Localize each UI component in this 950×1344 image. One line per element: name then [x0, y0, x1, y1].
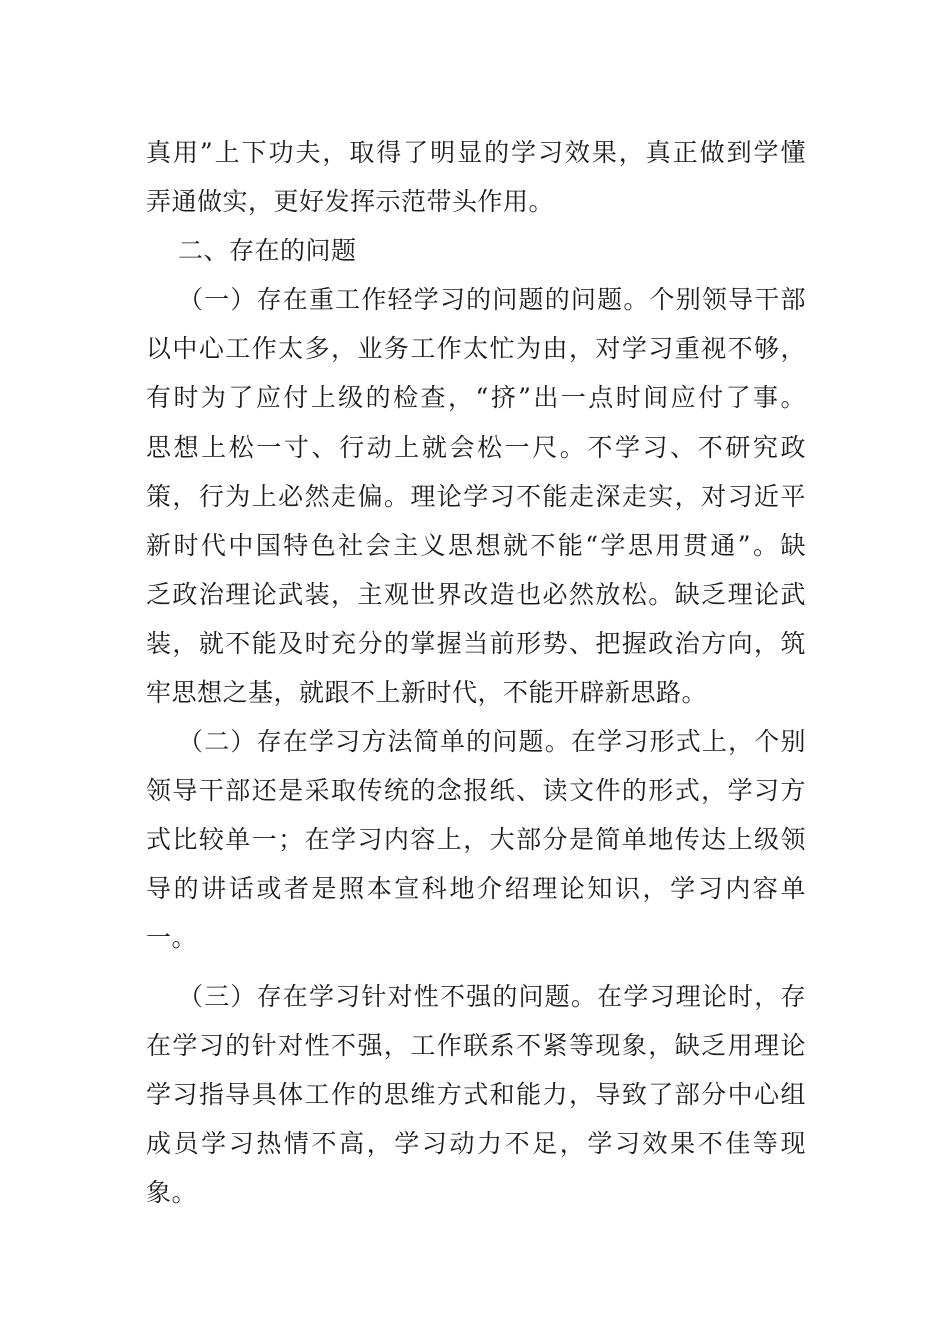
paragraph-line: 导的讲话或者是照本宣科地介绍理论知识，学习内容单	[146, 874, 806, 903]
paragraph-line: 在学习的针对性不强，工作联系不紧等现象，缺乏用理论	[146, 1031, 806, 1060]
paragraph-line: 新时代中国特色社会主义思想就不能“学思用贯通”。缺	[146, 531, 806, 560]
paragraph-line: （三）存在学习针对性不强的问题。在学习理论时，存	[178, 982, 806, 1011]
paragraph-line: （二）存在学习方法简单的问题。在学习形式上，个别	[178, 727, 806, 756]
paragraph-line: 学习指导具体工作的思维方式和能力，导致了部分中心组	[146, 1080, 806, 1109]
paragraph-line: （一）存在重工作轻学习的问题的问题。个别领导干部	[178, 285, 806, 314]
paragraph-line: 装，就不能及时充分的掌握当前形势、把握政治方向，筑	[146, 629, 806, 658]
paragraph-line: 有时为了应付上级的检查，“挤”出一点时间应付了事。	[146, 383, 806, 412]
paragraph-line: 象。	[146, 1178, 198, 1207]
paragraph-line: 领导干部还是采取传统的念报纸、读文件的形式，学习方	[146, 776, 806, 805]
paragraph-line: 乏政治理论武装，主观世界改造也必然放松。缺乏理论武	[146, 580, 806, 609]
paragraph-line: 真用”上下功夫，取得了明显的学习效果，真正做到学懂	[146, 138, 806, 167]
paragraph-line: 以中心工作太多，业务工作太忙为由，对学习重视不够，	[146, 334, 806, 363]
paragraph-line: 式比较单一；在学习内容上，大部分是简单地传达上级领	[146, 825, 806, 854]
paragraph-line: 牢思想之基，就跟不上新时代，不能开辟新思路。	[146, 678, 708, 707]
section-heading: 二、存在的问题	[178, 236, 357, 265]
paragraph-line: 弄通做实，更好发挥示范带头作用。	[146, 187, 555, 216]
paragraph-line: 思想上松一寸、行动上就会松一尺。不学习、不研究政	[146, 433, 806, 462]
paragraph-line: 成员学习热情不高，学习动力不足，学习效果不佳等现	[146, 1129, 806, 1158]
paragraph-line: 一。	[146, 923, 198, 952]
paragraph-line: 策，行为上必然走偏。理论学习不能走深走实，对习近平	[146, 482, 806, 511]
